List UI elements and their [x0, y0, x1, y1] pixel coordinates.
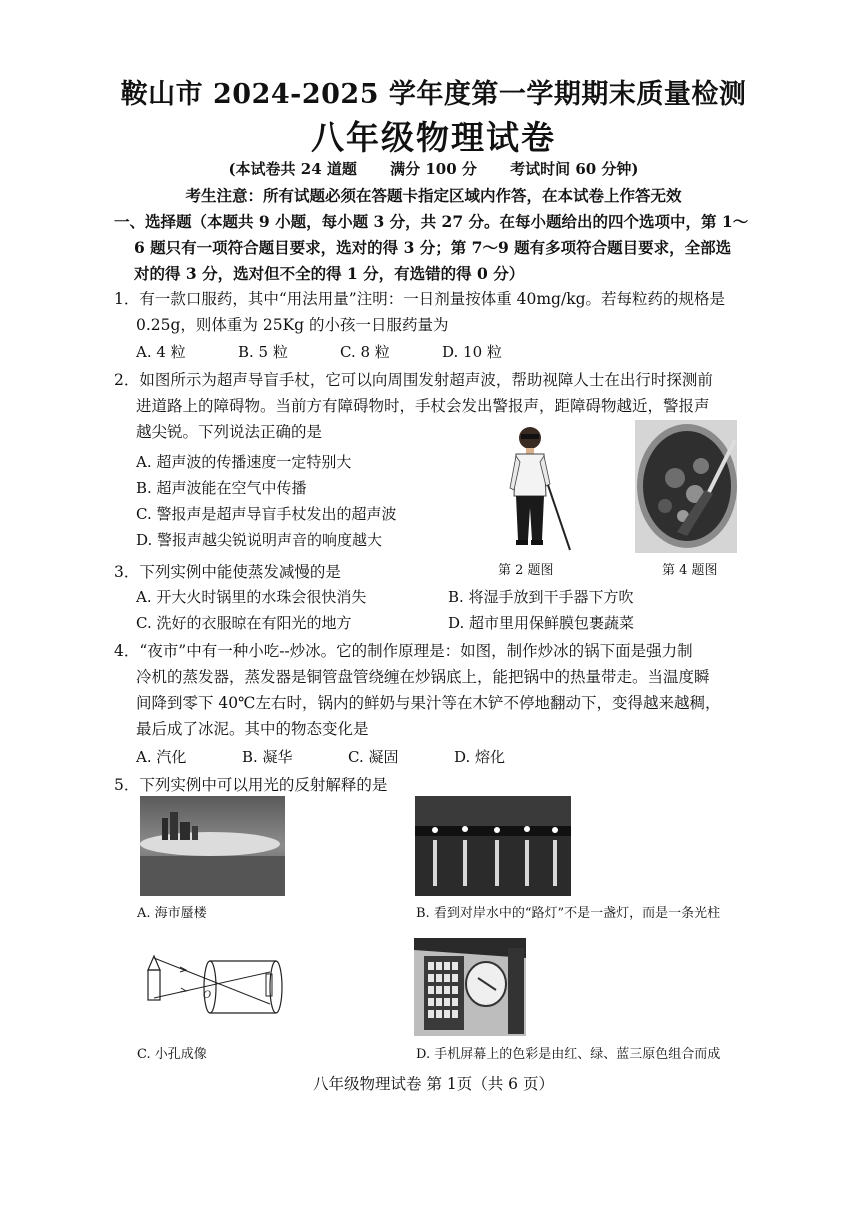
exam-notice: 考生注意：所有试题必须在答题卡指定区域内作答，在本试卷上作答无效: [185, 186, 682, 205]
q3-option-d: D. 超市里用保鲜膜包裹蔬菜: [448, 614, 635, 632]
section-line-1: 一、选择题（本题共 9 小题，每小题 3 分，共 27 分。在每小题给出的四个选项中，第 1～: [114, 212, 749, 231]
q4-line-2: 冷机的蒸发器，蒸发器是铜管盘管绕缠在炒锅底上，能把锅中的热量带走。当温度瞬: [136, 668, 710, 686]
blind-cane-figure: [500, 422, 580, 554]
q4-option-c: C. 凝固: [348, 748, 399, 766]
section-line-2: 6 题只有一项符合题目要求，选对的得 3 分；第 7～9 题有多项符合题目要求，全部选: [134, 238, 732, 257]
q4-option-b: B. 凝华: [242, 748, 293, 766]
streetlight-reflection-photo: [415, 796, 571, 896]
question-count: (本试卷共 24 道题: [228, 160, 357, 178]
phone-pixels-photo: [414, 938, 526, 1036]
exam-time: 考试时间 60 分钟): [510, 160, 639, 178]
q1-option-a: A. 4 粒: [136, 343, 186, 361]
q2-line-3: 越尖锐。下列说法正确的是: [136, 423, 323, 441]
pinhole-diagram: [140, 952, 290, 1022]
fried-ice-figure: [635, 420, 737, 553]
exam-info: [0, 158, 867, 179]
q1-options: [136, 341, 502, 362]
q3-option-a: A. 开大火时锅里的水珠会很快消失: [136, 588, 367, 606]
q4-line-1: 4．“夜市”中有一种小吃--炒冰。它的制作原理是：如图，制作炒冰的锅下面是强力制: [114, 642, 693, 660]
q2-line-1: 2．如图所示为超声导盲手杖，它可以向周围发射超声波，帮助视障人士在出行时探测前: [114, 371, 713, 389]
pinhole-label: O: [203, 990, 212, 1001]
q2-option-d: D. 警报声越尖锐说明声音的响度越大: [136, 531, 383, 549]
q3-option-c: C. 洗好的衣服晾在有阳光的地方: [136, 614, 352, 632]
q1-option-c: C. 8 粒: [340, 343, 390, 361]
q4-line-4: 最后成了冰泥。其中的物态变化是: [136, 720, 369, 738]
q2-option-c: C. 警报声是超声导盲手杖发出的超声波: [136, 505, 397, 523]
q4-option-a: A. 汽化: [136, 748, 187, 766]
q3-option-b: B. 将湿手放到干手器下方吹: [448, 588, 634, 606]
q5-caption-c: C. 小孔成像: [137, 1047, 207, 1062]
q5-caption-d: D. 手机屏幕上的色彩是由红、绿、蓝三原色组合而成: [416, 1047, 721, 1062]
q1-option-d: D. 10 粒: [442, 343, 502, 361]
q2-option-b: B. 超声波能在空气中传播: [136, 479, 307, 497]
fig4-caption: 第 4 题图: [662, 563, 718, 578]
exam-subtitle: 八年级物理试卷: [311, 118, 556, 157]
q2-line-2: 进道路上的障碍物。当前方有障碍物时，手杖会发出警报声，距障碍物越近，警报声: [136, 397, 710, 415]
q5-caption-b: B. 看到对岸水中的“路灯”不是一盏灯，而是一条光柱: [416, 906, 721, 921]
full-score: 满分 100 分: [390, 160, 477, 178]
q2-option-a: A. 超声波的传播速度一定特别大: [136, 453, 352, 471]
q1-option-b: B. 5 粒: [238, 343, 288, 361]
fig2-caption: 第 2 题图: [498, 563, 554, 578]
q5-line-1: 5．下列实例中可以用光的反射解释的是: [114, 776, 388, 794]
q4-options: [136, 746, 505, 767]
q4-line-3: 间降到零下 40℃左右时，锅内的鲜奶与果汁等在木铲不停地翻动下，变得越来越稠，: [136, 694, 721, 712]
q3-line-1: 3．下列实例中能使蒸发减慢的是: [114, 563, 341, 581]
q4-option-d: D. 熔化: [454, 748, 506, 766]
q5-caption-a: A. 海市蜃楼: [137, 906, 207, 921]
mirage-photo: [140, 796, 285, 896]
exam-title: 鞍山市 2024-2025 学年度第一学期期末质量检测: [120, 79, 747, 110]
section-line-3: 对的得 3 分，选对但不全的得 1 分，有选错的得 0 分）: [134, 264, 525, 283]
page-footer: 八年级物理试卷 第 1页（共 6 页）: [313, 1075, 554, 1093]
q1-line-2: 0.25g，则体重为 25Kg 的小孩一日服药量为: [136, 316, 449, 334]
section-heading: [114, 209, 764, 287]
q1-line-1: 1．有一款口服药，其中“用法用量”注明：一日剂量按体重 40mg/kg。若每粒药的规格是: [114, 290, 726, 308]
